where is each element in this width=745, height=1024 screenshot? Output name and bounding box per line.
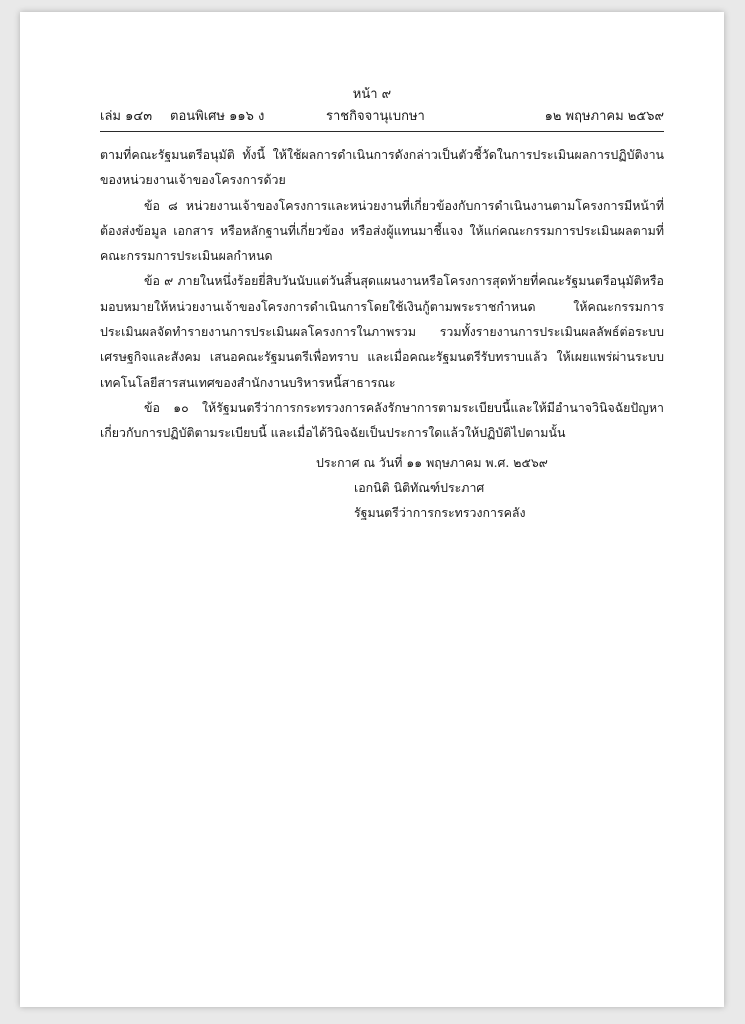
paragraph-clause-9: ข้อ ๙ ภายในหนึ่งร้อยยี่สิบวันนับแต่วันสิ้นสุดแผนงานหรือโครงการสุดท้ายที่คณะรัฐมนตรีอนุมัติหรือมอบหมายให้หน่วยงานเจ้าของโครงการดำเนินการโดยใช้เงินกู้ตามพระราชกำหนด ให้คณะกรรมการประเมินผลจัดทำรายงานการประเมินผลโครงการในภาพรวม รวมทั้งรายงานการประเมินผลลัพธ์ต่อระบบเศรษฐกิจและสังคม เสนอคณะรัฐมนตรีเพื่อทราบ และเมื่อคณะรัฐมนตรีรับทราบแล้ว ให้เผยแพร่ผ่านระบบเทคโนโลยีสารสนเทศของสำนักงานบริหารหนี้สาธารณะ [100,273,664,390]
paragraph-continuation: ตามที่คณะรัฐมนตรีอนุมัติ ทั้งนี้ ให้ใช้ผลการดำเนินการดังกล่าวเป็นตัวชี้วัดในการประเมินผลการปฏิบัติงานของหน่วยงานเจ้าของโครงการด้วย [100,147,664,188]
signatory-title: รัฐมนตรีว่าการกระทรวงการคลัง [354,505,526,520]
page-number: หน้า ๙ [352,87,392,102]
signature-block [316,450,656,525]
header-gazette-name: ราชกิจจานุเบกษา [326,109,425,124]
header-divider [100,131,664,132]
paragraph-clause-10: ข้อ ๑๐ ให้รัฐมนตรีว่าการกระทรวงการคลังรักษาการตามระเบียบนี้และให้มีอำนาจวินิจฉัยปัญหาเกี่ยวกับการปฏิบัติตามระเบียบนี้ และเมื่อได้วินิจฉัยเป็นประการใดแล้วให้ปฏิบัติไปตามนั้น [100,399,664,441]
announcement-date: ประกาศ ณ วันที่ ๑๑ พฤษภาคม พ.ศ. ๒๕๖๙ [316,455,548,470]
header-date: ๑๒ พฤษภาคม ๒๕๖๙ [544,109,664,124]
header-section: ตอนพิเศษ ๑๑๖ ง [170,109,265,124]
gazette-header [100,108,664,128]
paragraph-clause-8: ข้อ ๘ หน่วยงานเจ้าของโครงการและหน่วยงานที่เกี่ยวข้องกับการดำเนินงานตามโครงการมีหน้าที่ต้องส่งข้อมูล เอกสาร หรือหลักฐานที่เกี่ยวข้อง หรือส่งผู้แทนมาชี้แจง ให้แก่คณะกรรมการประเมินผลตามที่คณะกรรมการประเมินผลกำหนด [100,197,664,264]
document-body [100,142,664,446]
header-volume: เล่ม ๑๔๓ [100,109,153,124]
signatory-name: เอกนิติ นิติทัณฑ์ประภาศ [354,480,485,495]
document-page [20,12,724,1007]
